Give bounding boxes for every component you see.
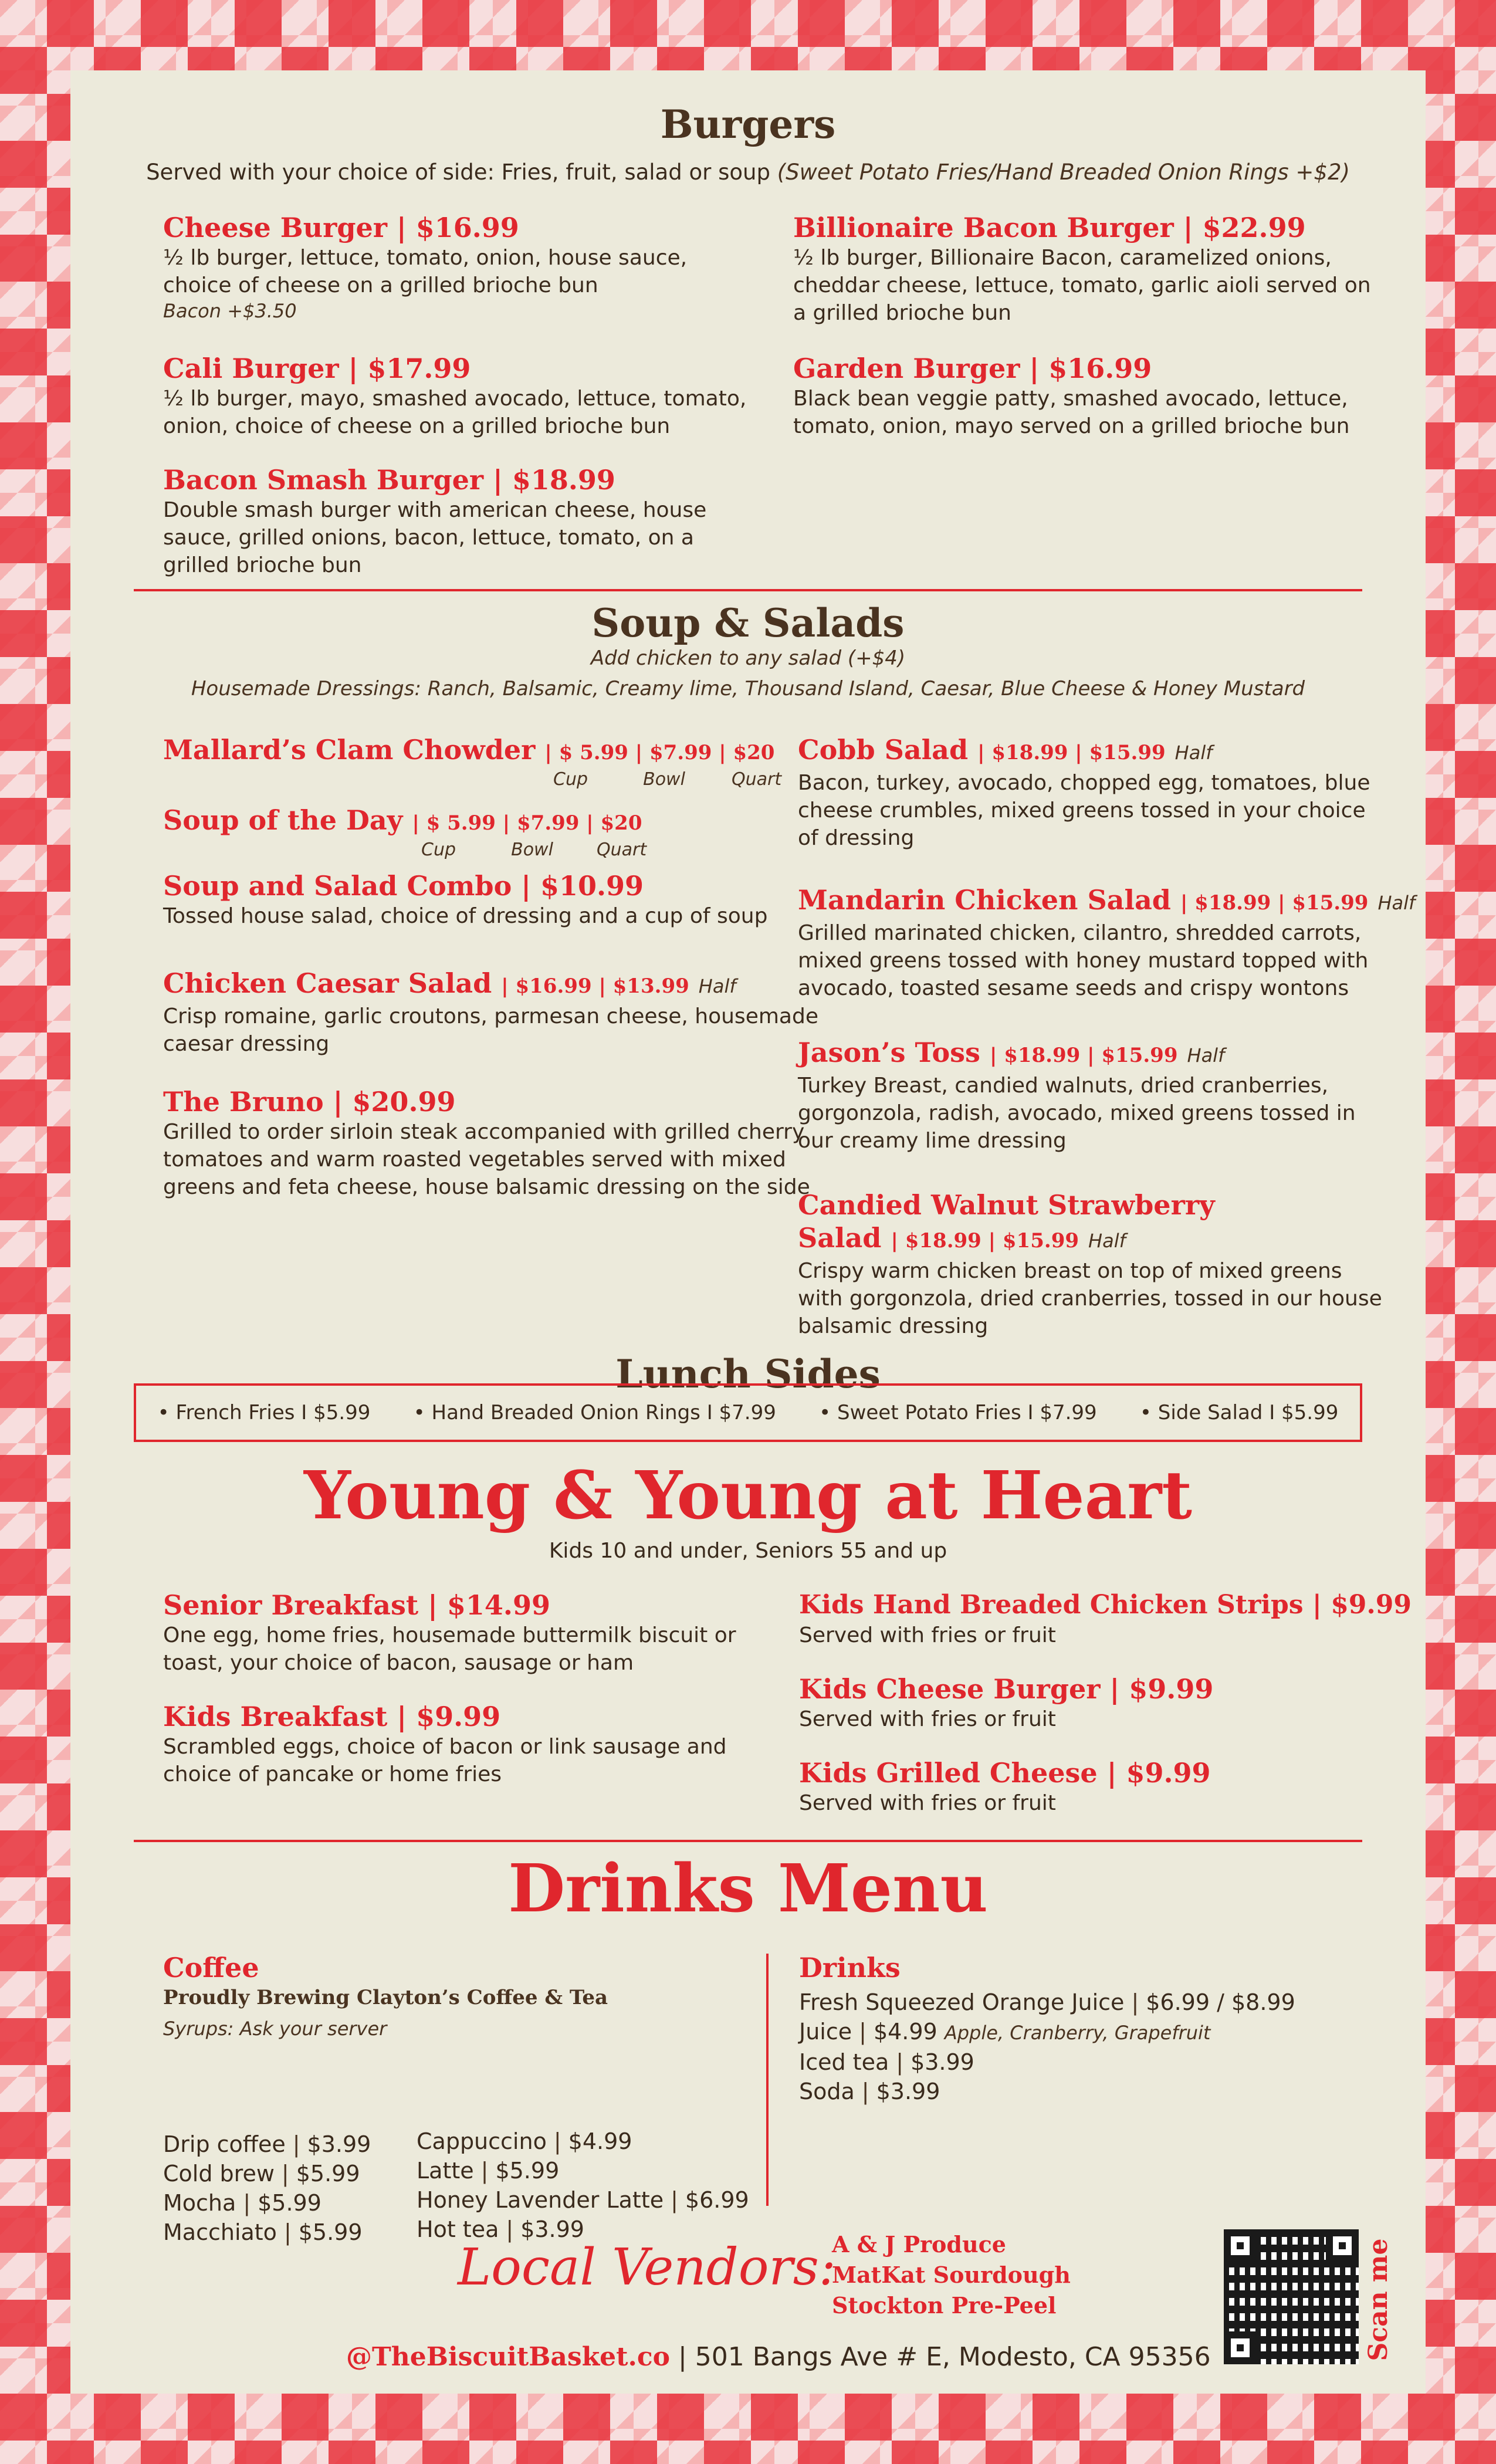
item-half-label: Half bbox=[698, 975, 736, 997]
side-item: • French Fries I $5.99 bbox=[157, 1401, 371, 1424]
coffee-section bbox=[163, 1951, 785, 2046]
drink-item: Mocha | $5.99 bbox=[163, 2190, 321, 2216]
coffee-col1 bbox=[163, 2130, 371, 2247]
drink-price: $3.99 bbox=[911, 2049, 974, 2075]
side-item: • Sweet Potato Fries I $7.99 bbox=[819, 1401, 1097, 1424]
drink-price: $5.99 bbox=[298, 2219, 363, 2245]
coffee-heading: Coffee bbox=[163, 1952, 259, 1984]
side-item: • Side Salad I $5.99 bbox=[1139, 1401, 1339, 1424]
size-bowl: Bowl bbox=[511, 840, 553, 860]
item-desc: One egg, home fries, housemade buttermilk biscuit or toast, your choice of bacon, sausage or ham bbox=[163, 1623, 736, 1675]
divider bbox=[134, 1840, 1362, 1842]
drink-price: $3.99 bbox=[307, 2131, 371, 2157]
drink-item: Macchiato | $5.99 bbox=[163, 2219, 363, 2245]
item-price: $9.99 bbox=[416, 1701, 501, 1732]
drink-price: $4.99 bbox=[568, 2128, 632, 2154]
item-name: Cobb Salad bbox=[798, 734, 969, 766]
vendor-item: A & J Produce bbox=[832, 2231, 1006, 2257]
item-price: $20.99 bbox=[352, 1086, 456, 1118]
item-price: $16.99 bbox=[415, 212, 519, 243]
item-price: $14.99 bbox=[446, 1589, 550, 1621]
menu-item-cobb-salad: Cobb Salad | $18.99 | $15.99 Half Bacon, turkey, avocado, chopped egg, tomatoes, blue cheese crumbles, mixed greens tossed in your choice of dressing bbox=[798, 733, 1385, 852]
divider bbox=[134, 589, 1362, 591]
item-desc: Served with fries or fruit bbox=[799, 1791, 1056, 1815]
item-desc: ½ lb burger, mayo, smashed avocado, lettuce, tomato, onion, choice of cheese on a grilled brioche bun bbox=[163, 387, 747, 438]
drink-name: Hot tea bbox=[417, 2216, 499, 2242]
burgers-intro bbox=[70, 158, 1426, 186]
vendor-list bbox=[832, 2229, 1071, 2321]
size-labels bbox=[163, 840, 820, 860]
item-name: Kids Breakfast bbox=[163, 1701, 388, 1732]
menu-item-soup-salad-combo: Soup and Salad Combo | $10.99 Tossed house salad, choice of dressing and a cup of soup bbox=[163, 869, 820, 930]
vertical-divider bbox=[766, 1954, 769, 2206]
drink-item: Soda | $3.99 bbox=[799, 2079, 940, 2104]
young-subtitle: Kids 10 and under, Seniors 55 and up bbox=[549, 1539, 947, 1563]
social-handle[interactable]: @TheBiscuitBasket.co bbox=[346, 2342, 670, 2372]
drink-name: Honey Lavender Latte bbox=[417, 2187, 664, 2213]
footer-contact bbox=[346, 2340, 1211, 2375]
menu-item-cali-burger: Cali Burger | $17.99 ½ lb burger, mayo, smashed avocado, lettuce, tomato, onion, choice of cheese on a grilled brioche bun bbox=[163, 352, 750, 440]
drink-price: $5.99 bbox=[296, 2161, 360, 2187]
item-desc: ½ lb burger, Billionaire Bacon, caramelized onions, cheddar cheese, lettuce, tomato, garlic aioli served on a grilled brioche bun bbox=[793, 246, 1371, 325]
qr-finder bbox=[1224, 2331, 1257, 2364]
drink-price: $5.99 bbox=[258, 2190, 321, 2216]
item-desc: Crispy warm chicken breast on top of mixed greens with gorgonzola, dried cranberries, tossed in our house balsamic dressing bbox=[798, 1259, 1382, 1338]
qr-code[interactable] bbox=[1224, 2229, 1359, 2364]
item-desc: Crisp romaine, garlic croutons, parmesan cheese, housemade caesar dressing bbox=[163, 1004, 818, 1056]
item-half-label: Half bbox=[1377, 892, 1416, 914]
item-price: $ 5.99 | $7.99 | $20 bbox=[559, 741, 775, 764]
item-name: Kids Cheese Burger bbox=[799, 1673, 1101, 1705]
item-name-line1: Candied Walnut Strawberry bbox=[798, 1189, 1215, 1221]
menu-item-candied-walnut-salad: Candied Walnut Strawberry Salad | $18.99 | $15.99 Half Crispy warm chicken breast on top of mixed greens with gorgonzola, dried cranberries, tossed in our house balsamic dressing bbox=[798, 1189, 1385, 1340]
vendor-item: Stockton Pre-Peel bbox=[832, 2292, 1057, 2319]
item-price: $9.99 bbox=[1126, 1757, 1211, 1789]
item-note: Bacon +$3.50 bbox=[163, 300, 297, 322]
menu-item-kids-grilled-cheese: Kids Grilled Cheese | $9.99 Served with fries or fruit bbox=[799, 1756, 1386, 1817]
size-quart: Quart bbox=[732, 769, 782, 790]
item-name-line2: Salad bbox=[798, 1222, 882, 1254]
drink-name: Drip coffee bbox=[163, 2131, 286, 2157]
address: | 501 Bangs Ave # E, Modesto, CA 95356 bbox=[678, 2342, 1211, 2372]
item-name: Mandarin Chicken Salad bbox=[798, 884, 1171, 916]
item-half-label: Half bbox=[1187, 1044, 1225, 1067]
burgers-intro-text: Served with your choice of side: Fries, fruit, salad or soup bbox=[146, 160, 770, 185]
vendors-label: Local Vendors: bbox=[458, 2238, 836, 2297]
burgers-intro-note: (Sweet Potato Fries/Hand Breaded Onion Rings +$2) bbox=[777, 160, 1350, 185]
item-name: The Bruno bbox=[163, 1086, 324, 1118]
menu-item-clam-chowder: Mallard’s Clam Chowder | $ 5.99 | $7.99 | $20 Cup Bowl Quart bbox=[163, 733, 820, 790]
size-quart: Quart bbox=[597, 840, 647, 860]
size-bowl: Bowl bbox=[643, 769, 685, 790]
item-price: $16.99 bbox=[1048, 353, 1152, 384]
size-cup: Cup bbox=[553, 769, 588, 790]
item-name: Jason’s Toss bbox=[798, 1037, 980, 1068]
drinks-title: Drinks Menu bbox=[508, 1850, 988, 1927]
side-item-text: French Fries I $5.99 bbox=[175, 1401, 371, 1424]
side-item: • Hand Breaded Onion Rings I $7.99 bbox=[413, 1401, 776, 1424]
item-name: Soup and Salad Combo bbox=[163, 870, 512, 902]
drink-item: Cappuccino | $4.99 bbox=[417, 2128, 632, 2154]
menu-item-bacon-smash-burger: Bacon Smash Burger | $18.99 Double smash burger with american cheese, house sauce, grilled onions, bacon, lettuce, tomato, on a grilled brioche bun bbox=[163, 463, 750, 579]
drink-name: Fresh Squeezed Orange Juice bbox=[799, 1989, 1125, 2015]
soups-sub1: Add chicken to any salad (+$4) bbox=[590, 647, 906, 670]
drink-price: $5.99 bbox=[495, 2158, 560, 2184]
item-price: $18.99 | $15.99 bbox=[1194, 891, 1369, 915]
item-name: Kids Hand Breaded Chicken Strips bbox=[799, 1590, 1304, 1620]
qr-finder bbox=[1224, 2229, 1257, 2262]
item-name: Billionaire Bacon Burger bbox=[793, 212, 1174, 243]
drink-price: $6.99 bbox=[685, 2187, 749, 2213]
item-name: Garden Burger bbox=[793, 353, 1020, 384]
item-price: $17.99 bbox=[367, 353, 471, 384]
item-desc: Grilled marinated chicken, cilantro, shredded carrots, mixed greens tossed with honey mustard topped with avocado, toasted sesame seeds and crispy wontons bbox=[798, 921, 1369, 1000]
sides-box bbox=[134, 1383, 1362, 1442]
item-desc: Served with fries or fruit bbox=[799, 1623, 1056, 1647]
drink-note: Apple, Cranberry, Grapefruit bbox=[944, 2022, 1211, 2044]
item-name: Mallard’s Clam Chowder bbox=[163, 734, 536, 766]
drink-item: Cold brew | $5.99 bbox=[163, 2161, 360, 2187]
item-desc: Bacon, turkey, avocado, chopped egg, tomatoes, blue cheese crumbles, mixed greens tossed in your choice of dressing bbox=[798, 771, 1370, 850]
item-price: $22.99 bbox=[1202, 212, 1306, 243]
item-desc: Turkey Breast, candied walnuts, dried cranberries, gorgonzola, radish, avocado, mixed greens tossed in our creamy lime dressing bbox=[798, 1074, 1356, 1153]
drink-item: Latte | $5.99 bbox=[417, 2158, 560, 2184]
item-price: $9.99 bbox=[1331, 1590, 1412, 1620]
item-price: $9.99 bbox=[1129, 1673, 1214, 1705]
drink-name: Soda bbox=[799, 2079, 855, 2104]
item-price: $10.99 bbox=[540, 870, 644, 902]
drink-name: Macchiato bbox=[163, 2219, 277, 2245]
drink-item: Iced tea | $3.99 bbox=[799, 2049, 974, 2075]
menu-item-mandarin-chicken: Mandarin Chicken Salad | $18.99 | $15.99 Half Grilled marinated chicken, cilantro, shredded carrots, mixed greens tossed with honey mustard topped with avocado, toasted sesame seeds and crispy wontons bbox=[798, 884, 1396, 1002]
drink-item: Juice | $4.99 Apple, Cranberry, Grapefruit bbox=[799, 2019, 1211, 2045]
young-title: Young & Young at Heart bbox=[304, 1457, 1192, 1534]
drink-item: Fresh Squeezed Orange Juice | $6.99 / $8.99 bbox=[799, 1989, 1295, 2015]
menu-item-kids-cheese-burger: Kids Cheese Burger | $9.99 Served with fries or fruit bbox=[799, 1673, 1386, 1733]
size-cup: Cup bbox=[421, 840, 456, 860]
menu-item-kids-breakfast: Kids Breakfast | $9.99 Scrambled eggs, choice of bacon or link sausage and choice of pancake or home fries bbox=[163, 1700, 750, 1788]
menu-item-jasons-toss: Jason’s Toss | $18.99 | $15.99 Half Turkey Breast, candied walnuts, dried cranberries, gorgonzola, radish, avocado, mixed greens tossed in our creamy lime dressing bbox=[798, 1036, 1385, 1155]
item-desc: Black bean veggie patty, smashed avocado, lettuce, tomato, onion, mayo served on a grilled brioche bun bbox=[793, 387, 1350, 438]
drink-item: Hot tea | $3.99 bbox=[417, 2216, 584, 2242]
item-name: Cali Burger bbox=[163, 353, 339, 384]
menu-panel bbox=[70, 70, 1426, 2394]
item-price: $18.99 | $15.99 bbox=[905, 1229, 1079, 1253]
item-price: $18.99 | $15.99 bbox=[991, 741, 1166, 764]
drink-name: Latte bbox=[417, 2158, 474, 2184]
item-half-label: Half bbox=[1088, 1230, 1126, 1252]
item-name: Bacon Smash Burger bbox=[163, 464, 484, 496]
menu-item-kids-chicken-strips: Kids Hand Breaded Chicken Strips | $9.99 Served with fries or fruit bbox=[799, 1589, 1421, 1649]
item-desc: Tossed house salad, choice of dressing and a cup of soup bbox=[163, 904, 768, 928]
coffee-col2 bbox=[417, 2127, 749, 2244]
item-desc: Double smash burger with american cheese, house sauce, grilled onions, bacon, lettuce, tomato, on a grilled brioche bun bbox=[163, 498, 707, 577]
qr-finder bbox=[1326, 2229, 1359, 2262]
drinks-section bbox=[799, 1951, 1386, 2106]
item-desc: ½ lb burger, lettuce, tomato, onion, house sauce, choice of cheese on a grilled brioche bun bbox=[163, 246, 688, 297]
menu-item-soup-of-the-day: Soup of the Day | $ 5.99 | $7.99 | $20 Cup Bowl Quart bbox=[163, 804, 820, 860]
drink-item: Honey Lavender Latte | $6.99 bbox=[417, 2187, 749, 2213]
drink-item: Drip coffee | $3.99 bbox=[163, 2131, 371, 2157]
drink-price: $6.99 / $8.99 bbox=[1146, 1989, 1295, 2015]
item-price: $18.99 | $15.99 bbox=[1004, 1044, 1178, 1067]
item-half-label: Half bbox=[1175, 742, 1213, 764]
side-item-text: Hand Breaded Onion Rings I $7.99 bbox=[431, 1401, 776, 1424]
drink-price: $3.99 bbox=[520, 2216, 584, 2242]
menu-item-chicken-caesar: Chicken Caesar Salad | $16.99 | $13.99 Half Crisp romaine, garlic croutons, parmesan cheese, housemade caesar dressing bbox=[163, 967, 820, 1058]
item-name: Kids Grilled Cheese bbox=[799, 1757, 1098, 1789]
size-labels bbox=[163, 769, 820, 790]
scan-me-label: Scan me bbox=[1363, 2238, 1393, 2361]
side-item-text: Sweet Potato Fries I $7.99 bbox=[837, 1401, 1097, 1424]
drink-price: $3.99 bbox=[876, 2079, 940, 2104]
item-name: Senior Breakfast bbox=[163, 1589, 419, 1621]
menu-item-senior-breakfast: Senior Breakfast | $14.99 One egg, home fries, housemade buttermilk biscuit or toast, your choice of bacon, sausage or ham bbox=[163, 1589, 785, 1677]
drinks-heading: Drinks bbox=[799, 1952, 901, 1984]
menu-item-cheese-burger: Cheese Burger | $16.99 ½ lb burger, lettuce, tomato, onion, house sauce, choice of cheese on a grilled brioche bun Bacon +$3.50 bbox=[163, 211, 750, 323]
item-price: $18.99 bbox=[512, 464, 615, 496]
vendor-item: MatKat Sourdough bbox=[832, 2262, 1071, 2288]
drink-name: Juice bbox=[799, 2019, 852, 2045]
drink-name: Mocha bbox=[163, 2190, 236, 2216]
burgers-title: Burgers bbox=[660, 101, 836, 147]
drink-price: $4.99 bbox=[873, 2019, 937, 2045]
item-price: $16.99 | $13.99 bbox=[515, 974, 689, 998]
drink-name: Cappuccino bbox=[417, 2128, 547, 2154]
sides-title: Lunch Sides bbox=[615, 1351, 881, 1397]
item-desc: Served with fries or fruit bbox=[799, 1707, 1056, 1731]
menu-item-garden-burger: Garden Burger | $16.99 Black bean veggie patty, smashed avocado, lettuce, tomato, onion, mayo served on a grilled brioche bun bbox=[793, 352, 1380, 440]
coffee-syrups: Syrups: Ask your server bbox=[163, 2018, 387, 2040]
soups-sub2: Housemade Dressings: Ranch, Balsamic, Creamy lime, Thousand Island, Caesar, Blue Cheese & Honey Mustard bbox=[191, 677, 1305, 700]
item-name: Soup of the Day bbox=[163, 804, 403, 836]
item-desc: Scrambled eggs, choice of bacon or link sausage and choice of pancake or home fries bbox=[163, 1735, 727, 1786]
menu-item-billionaire-bacon-burger: Billionaire Bacon Burger | $22.99 ½ lb burger, Billionaire Bacon, caramelized onions, cheddar cheese, lettuce, tomato, garlic aioli served on a grilled brioche bun bbox=[793, 211, 1380, 327]
item-name: Chicken Caesar Salad bbox=[163, 967, 492, 999]
item-desc: Grilled to order sirloin steak accompanied with grilled cherry tomatoes and warm roasted vegetables served with mixed greens and feta cheese, house balsamic dressing on the side bbox=[163, 1120, 810, 1199]
drink-name: Iced tea bbox=[799, 2049, 889, 2075]
side-item-text: Side Salad I $5.99 bbox=[1157, 1401, 1339, 1424]
item-name: Cheese Burger bbox=[163, 212, 387, 243]
coffee-tagline: Proudly Brewing Clayton’s Coffee & Tea bbox=[163, 1986, 608, 2009]
drink-name: Cold brew bbox=[163, 2161, 275, 2187]
menu-item-the-bruno: The Bruno | $20.99 Grilled to order sirloin steak accompanied with grilled cherry tomatoes and warm roasted vegetables served with mixed greens and feta cheese, house balsamic dressing on the side bbox=[163, 1085, 849, 1201]
item-price: $ 5.99 | $7.99 | $20 bbox=[426, 811, 642, 835]
soups-title: Soup & Salads bbox=[591, 600, 905, 646]
